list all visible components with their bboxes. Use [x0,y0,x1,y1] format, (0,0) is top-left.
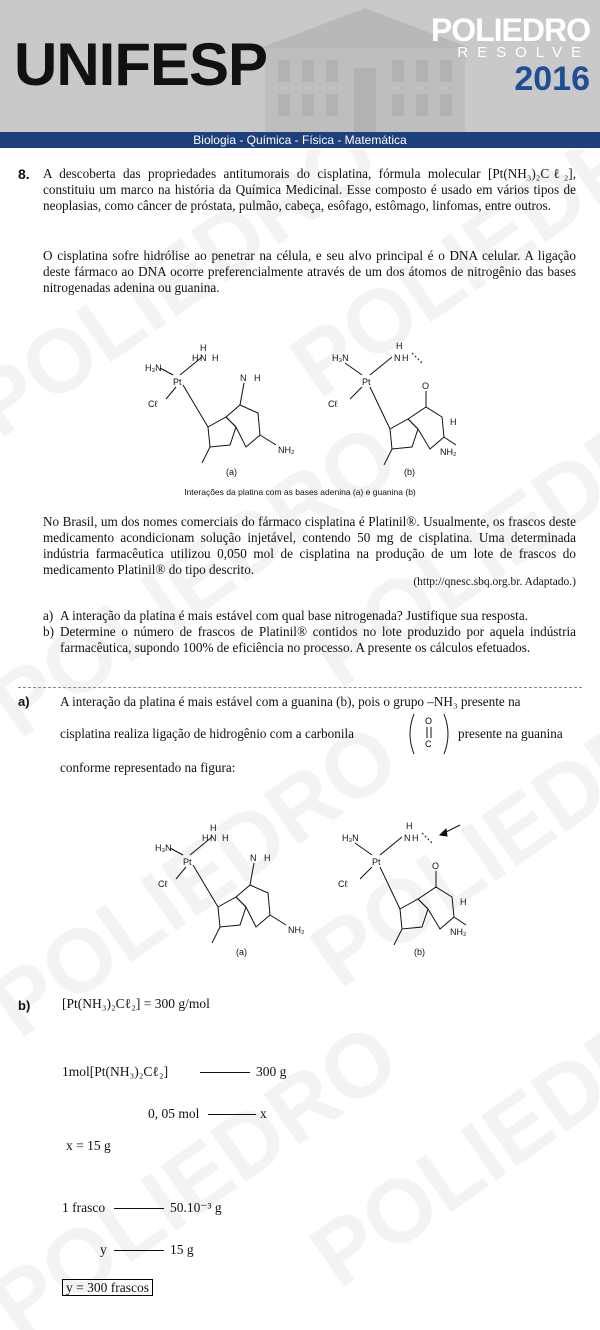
item-a-label: a) [43,608,54,623]
ans-a-n-top: N [250,853,257,863]
ans-a-cl: Cℓ [158,879,168,889]
x-result: x = 15 g [66,1138,111,1153]
item-b-label: b) [43,624,54,639]
answer-a-text-1: A interação da platina é mais estável com a guanina (b), pois o grupo –NH₃ presente na [60,694,521,709]
carbonyl-structure [406,710,452,758]
ans-a-n-amine: N [210,833,217,843]
mol-a-n-amine: N [200,353,207,363]
proportion-1-left: 1mol[Pt(NH₃)₂Cℓ₂] [62,1064,169,1079]
item-a-text: A interação da platina é mais estável com qual base nitrogenada? Justifique sua resposta. [60,608,528,623]
source-citation: (http://qnesc.sbq.org.br. Adaptado.) [413,576,576,588]
mol-a-h-right: H [212,353,219,363]
answer-figure [150,815,480,965]
ans-b-label: (b) [414,947,425,957]
carbonyl-o: O [425,716,433,726]
proportion-1-right: 300 g [256,1064,287,1079]
mol-b-pt: Pt [362,377,371,387]
proportion-3-dash [114,1208,164,1209]
mol-b-label: (b) [404,467,415,477]
ans-b-o: O [432,861,440,871]
mol-a-n-top: N [240,373,247,383]
mol-b-h-nh: H [450,417,457,427]
carbonyl-c: C [425,739,432,749]
proportion-1-dash [200,1072,250,1073]
final-result-box: y = 300 frascos [62,1279,153,1296]
ans-a-h-left: H [202,833,209,843]
proportion-2-dash [208,1114,256,1115]
ans-a-h-nh: H [264,853,271,863]
answer-a-text-2-right: presente na guanina [458,726,563,741]
question-number: 8. [18,166,30,182]
ans-a-pt: Pt [183,857,192,867]
ans-b-pt: Pt [372,857,381,867]
item-b-text: Determine o número de frascos de Platinil® contidos no lote produzido por aquela indústria farmacêutica, supondo 100% de eficiência no processo. A presente os cálculos efetuados. [60,624,576,655]
mol-a-h-left: H [192,353,199,363]
platinum-interaction-figure [140,335,460,485]
resolve-logo: RESOLVE [457,44,590,61]
final-result [62,1280,153,1296]
poliedro-logo: POLIEDRO [430,12,590,48]
mol-b-h-right: H [402,353,409,363]
mol-b-n-amine: N [394,353,401,363]
ans-b-h-top: H [406,821,413,831]
proportion-3-right: 50.10⁻³ g [170,1200,222,1215]
answer-a-text-2: cisplatina realiza ligação de hidrogênio com a carbonila [60,726,355,741]
answer-a-text-3: conforme representado na figura: [60,760,236,775]
answer-a-label: a) [18,694,30,709]
mol-b-o: O [422,381,430,391]
mol-b-h3n: H₃N [332,353,349,363]
university-title: UNIFESP [14,31,268,98]
ans-a-h3n: H₃N [155,843,172,853]
subjects-bar: Biologia - Química - Física - Matemática [0,132,600,148]
ans-b-nh2: NH₂ [450,927,467,937]
proportion-2-right: x [260,1106,267,1121]
ans-a-label: (a) [236,947,247,957]
ans-a-h-top: H [210,823,217,833]
mol-b-cl: Cℓ [328,399,338,409]
mol-a-h3n: H₃N [145,363,162,373]
ans-a-nh2: NH₂ [288,925,305,935]
exam-year: 2016 [514,60,590,98]
intro-paragraph-2: O cisplatina sofre hidrólise ao penetrar na célula, e seu alvo principal é o DNA celular. A ligação deste fármaco ao DNA ocorre preferencialmente através de um dos átomos de nitrogênio das bases nitrogenadas adenina ou guanina. [43,248,576,295]
mol-a-pt: Pt [173,377,182,387]
mol-b-h-top: H [396,341,403,351]
mol-a-cl: Cℓ [148,399,158,409]
proportion-2-left: 0, 05 mol [148,1106,200,1121]
proportion-4-right: 15 g [170,1242,194,1257]
mol-b-nh2: NH₂ [440,447,457,457]
ans-b-cl: Cℓ [338,879,348,889]
ans-b-n-amine: N [404,833,411,843]
page-header [0,0,600,132]
molar-mass-equation: [Pt(NH₃)₂Cℓ₂] = 300 g/mol [62,996,210,1011]
proportion-3-left: 1 frasco [62,1200,106,1215]
mol-a-h-nh: H [254,373,261,383]
ans-a-h-right: H [222,833,229,843]
mol-a-label: (a) [226,467,237,477]
mol-a-nh2: NH₂ [278,445,295,455]
ans-b-h3n: H₃N [342,833,359,843]
intro-paragraph-1: A descoberta das propriedades antitumorais do cisplatina, fórmula molecular [Pt(NH₃)₂Cℓ₂], constituiu um marco na história da Química Medicinal. Esse composto é usado em vários tipos de neoplasias, como câncer de próstata, pulmão, cabeça, esôfago, estômago, linfomas, entre outros. [43,166,576,213]
mol-a-h-top: H [200,343,207,353]
proportion-4-dash [114,1250,164,1251]
ans-b-h-nh: H [460,897,467,907]
answer-divider [18,687,582,688]
proportion-4-left: y [100,1242,107,1257]
ans-b-h-right: H [412,833,419,843]
answer-b-label: b) [18,998,31,1013]
intro-paragraph-3: No Brasil, um dos nomes comerciais do fármaco cisplatina é Platinil®. Usualmente, os frascos deste medicamento acondicionam solução injetável, contendo 50 mg de cisplatina. Uma determinada indústria farmacêutica utilizou 0,050 mol de cisplatina na produção de um lote de frascos do medicamento Platinil® do tipo descrito. [43,514,576,577]
figure-caption: Interações da platina com as bases adenina (a) e guanina (b) [184,487,416,497]
